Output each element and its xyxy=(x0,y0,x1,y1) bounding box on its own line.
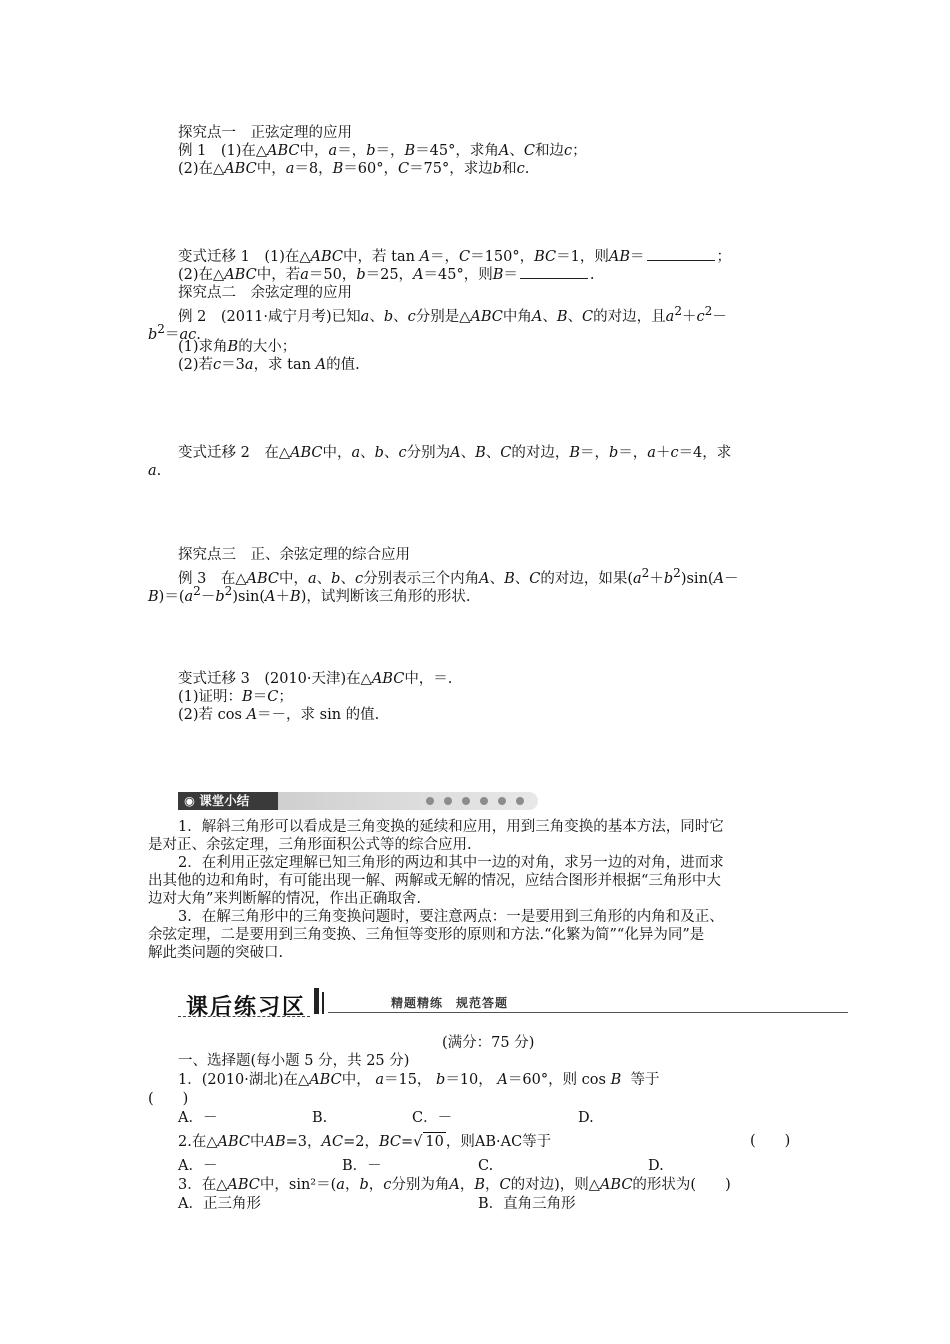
section2-heading: 探究点二 余弦定理的应用 xyxy=(178,285,352,301)
variant2-line2: a. xyxy=(148,463,162,479)
summary-p1-line2: 是对正、余弦定理，三角形面积公式等的综合应用. xyxy=(148,837,472,853)
question1-option-b[interactable]: B. xyxy=(312,1110,328,1126)
variant3-question1: (1)证明：B＝C； xyxy=(178,689,293,705)
question1-option-c[interactable]: C．－ xyxy=(412,1110,453,1126)
variant1-part1: 变式迁移 1 (1)在△ABC中，若 tan A＝，C＝150°，BC＝1，则AB＝ ； xyxy=(178,249,731,265)
example1-part2: (2)在△ABC中，a＝8，B＝60°，C＝75°，求边b和c. xyxy=(178,161,530,177)
choice-section-heading: 一、选择题(每小题 5 分，共 25 分) xyxy=(178,1053,410,1069)
question2-paren[interactable]: ( ) xyxy=(750,1133,791,1149)
header-dashed-rule xyxy=(178,1016,310,1017)
example2-question1: (1)求角B的大小； xyxy=(178,339,297,355)
question2-stem: 2.在△ABC中AB=3，AC=2，BC=√ 10 ，则AB·AC等于 xyxy=(178,1134,552,1150)
practice-header xyxy=(178,988,848,1022)
practice-title: 课后练习区 xyxy=(186,995,307,1020)
summary-p2-line2: 出其他的边和角时，有可能出现一解、两解或无解的情况，应结合图形并根据“三角形中大 xyxy=(148,873,721,889)
summary-banner xyxy=(178,792,538,810)
question2-option-b[interactable]: B．－ xyxy=(342,1158,382,1174)
summary-p3-line2: 余弦定理，二是要用到三角变换、三角恒等变形的原则和方法.“化繁为简”“化异为同”是 xyxy=(148,927,705,943)
question1-stem: 1．(2010·湖北)在△ABC中， a＝15， b＝10， A＝60°，则 cos B 等于 xyxy=(178,1072,660,1088)
variant2-line1: 变式迁移 2 在△ABC中，a、b、c分别为A、B、C的对边，B＝，b＝，a＋c＝4，求 xyxy=(178,445,732,461)
example1-part1: 例 1 (1)在△ABC中，a＝，b＝，B＝45°，求角A、C和边c； xyxy=(178,143,587,159)
question2-option-a[interactable]: A．－ xyxy=(178,1158,218,1174)
summary-p1-line1: 1．解斜三角形可以看成是三角变换的延续和应用，用到三角变换的基本方法，同时它 xyxy=(178,819,724,835)
question1-option-d[interactable]: D. xyxy=(578,1110,594,1126)
banner-dot-icon xyxy=(426,797,434,805)
question2-option-c[interactable]: C. xyxy=(478,1158,494,1174)
example3-line2: $B)=(a^2-b^2)\sin(A+B)$，试判断该三角形的形状. xyxy=(148,584,471,605)
example2-question2: (2)若c＝3a，求 tan A的值. xyxy=(178,357,360,373)
answer-blank[interactable] xyxy=(647,248,715,261)
question3-option-a[interactable]: A．正三角形 xyxy=(178,1196,261,1212)
variant3-line1: 变式迁移 3 (2010·天津)在△ABC中，＝. xyxy=(178,671,453,687)
example3-line1: 例 3 在△ABC中，a、b、c分别表示三个内角A、B、C的对边，如果$(a^2+b^2)\sin(A-$ xyxy=(178,566,739,587)
summary-title: ◉ 课堂小结 xyxy=(184,793,250,808)
summary-p3-line3: 解此类问题的突破口. xyxy=(148,945,284,961)
score-label: (满分：75 分) xyxy=(442,1035,535,1051)
header-divider xyxy=(314,988,319,1014)
section1-heading: 探究点一 正弦定理的应用 xyxy=(178,125,352,141)
variant3-question2: (2)若 cos A＝－，求 sin 的值. xyxy=(178,707,380,723)
question2-option-d[interactable]: D. xyxy=(648,1158,664,1174)
header-divider xyxy=(322,992,324,1014)
sqrt-radicand: 10 xyxy=(425,1134,444,1150)
answer-blank[interactable] xyxy=(520,266,588,279)
question1-paren[interactable]: ( ) xyxy=(148,1091,189,1107)
example2-line1: 例 2 (2011·咸宁月考)已知a、b、c分别是△ABC中角A、B、C的对边，且$a^2+c^2-$ xyxy=(178,304,727,325)
summary-p2-line3: 边对大角”来判断解的情况，作出正确取舍. xyxy=(148,891,422,907)
header-rule xyxy=(328,1012,848,1013)
banner-dot-icon xyxy=(516,797,524,805)
summary-p2-line1: 2．在利用正弦定理解已知三角形的两边和其中一边的对角，求另一边的对角，进而求 xyxy=(178,855,724,871)
question1-option-a[interactable]: A．－ xyxy=(178,1110,218,1126)
example2-line2: $b^2=ac$. xyxy=(148,322,201,343)
banner-dot-icon xyxy=(498,797,506,805)
banner-dot-icon xyxy=(480,797,488,805)
question3-stem: 3．在△ABC中，sin²＝(a，b，c分别为角A，B，C的对边)，则△ABC的形状为( ) xyxy=(178,1177,731,1193)
section3-heading: 探究点三 正、余弦定理的综合应用 xyxy=(178,547,410,563)
question3-option-b[interactable]: B．直角三角形 xyxy=(478,1196,576,1212)
variant1-part2: (2)在△ABC中，若a＝50，b＝25，A＝45°，则B＝ . xyxy=(178,267,595,283)
banner-dot-icon xyxy=(462,797,470,805)
summary-p3-line1: 3．在解三角形中的三角变换问题时，要注意两点：一是要用到三角形的内角和及正、 xyxy=(178,909,724,925)
practice-subtitle: 精题精练 规范答题 xyxy=(391,996,509,1010)
banner-dot-icon xyxy=(444,797,452,805)
